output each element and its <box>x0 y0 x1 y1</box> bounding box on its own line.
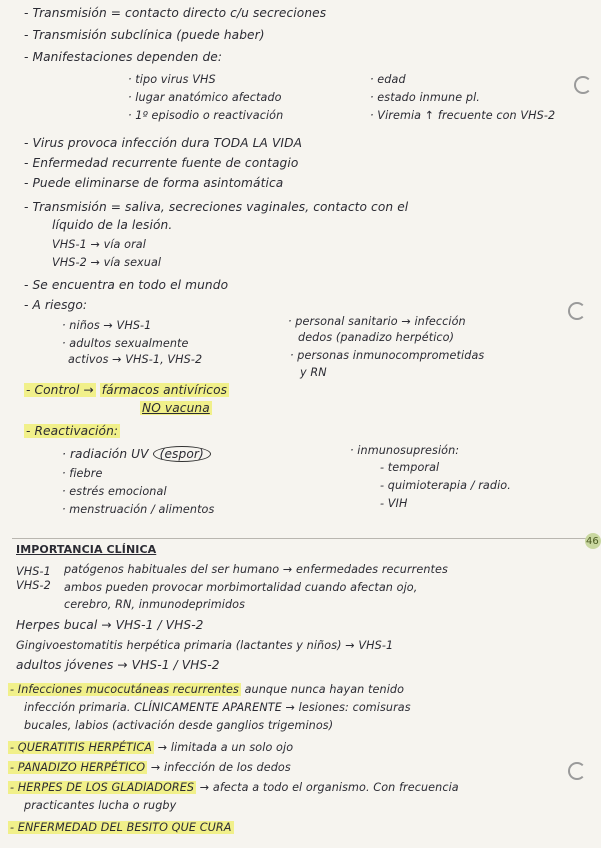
circled-note: (espor) <box>153 446 211 462</box>
note-line: líquido de la lesión. <box>52 218 173 232</box>
note-line: activos → VHS-1, VHS-2 <box>68 353 203 366</box>
note-line: VHS-2 <box>16 579 51 592</box>
note-line: · estrés emocional <box>62 485 167 498</box>
note-line: VHS-2 → vía sexual <box>52 256 162 269</box>
highlight: NO vacuna <box>142 401 210 415</box>
note-line <box>140 401 212 416</box>
note-line: dedos (panadizo herpético) <box>298 331 455 344</box>
note-line: - VIH <box>380 497 408 510</box>
note-line <box>24 424 120 439</box>
note-line: infección primaria. CLÍNICAMENTE APARENTE → lesiones: comisuras <box>24 701 411 714</box>
section-divider <box>12 538 587 539</box>
note-line: - Puede eliminarse de forma asintomática <box>24 176 284 190</box>
note-line: · fiebre <box>62 467 103 480</box>
note-line: · tipo virus VHS <box>128 73 216 86</box>
section-title: IMPORTANCIA CLÍNICA <box>16 543 157 556</box>
note-line: patógenos habituales del ser humano → enfermedades recurrentes <box>64 563 448 576</box>
note-line: · niños → VHS-1 <box>62 319 152 332</box>
note-line: · adultos sexualmente <box>62 337 189 350</box>
note-line: · inmunosupresión: <box>350 444 460 457</box>
note-line <box>62 447 211 462</box>
note-line <box>8 780 459 795</box>
note-line: - Virus provoca infección dura TODA LA VIDA <box>24 136 303 150</box>
note-line: · personas inmunocomprometidas <box>290 349 485 362</box>
note-line: · estado inmune pl. <box>370 91 480 104</box>
note-line: - Manifestaciones dependen de: <box>24 50 223 64</box>
highlight: - ENFERMEDAD DEL BESITO QUE CURA <box>10 821 232 834</box>
highlight: - Reactivación: <box>26 424 119 438</box>
note-line: Herpes bucal → VHS-1 / VHS-2 <box>16 618 204 632</box>
note-text: → afecta a todo el organismo. Con frecuencia <box>199 781 459 794</box>
note-text: · radiación UV <box>62 447 149 461</box>
note-line: - Transmisión subclínica (puede haber) <box>24 28 265 42</box>
note-line: cerebro, RN, inmunodeprimidos <box>64 598 246 611</box>
note-line: y RN <box>300 366 327 379</box>
highlight: - QUERATITIS HERPÉTICA <box>10 741 153 754</box>
note-line: · 1º episodio o reactivación <box>128 109 284 122</box>
binder-hole <box>574 76 592 94</box>
note-line: · edad <box>370 73 406 86</box>
note-line: - A riesgo: <box>24 298 88 312</box>
note-line <box>8 820 234 835</box>
note-line: - Transmisión = saliva, secreciones vaginales, contacto con el <box>24 200 409 214</box>
note-line <box>8 740 293 755</box>
note-line: - Transmisión = contacto directo c/u secreciones <box>24 6 327 20</box>
note-line: VHS-1 → vía oral <box>52 238 146 251</box>
note-line: Gingivoestomatitis herpética primaria (lactantes y niños) → VHS-1 <box>16 639 394 652</box>
highlight: - HERPES DE LOS GLADIADORES <box>10 781 195 794</box>
note-line: · menstruación / alimentos <box>62 503 215 516</box>
highlight: - PANADIZO HERPÉTICO <box>10 761 146 774</box>
note-line: · lugar anatómico afectado <box>128 91 282 104</box>
note-line: · personal sanitario → infección <box>288 315 466 328</box>
note-line: - Se encuentra en todo el mundo <box>24 278 229 292</box>
note-line <box>8 682 404 697</box>
note-line: VHS-1 <box>16 565 51 578</box>
note-line: adultos jóvenes → VHS-1 / VHS-2 <box>16 658 220 672</box>
note-line: · Viremia ↑ frecuente con VHS-2 <box>370 109 556 122</box>
page-tab-number: 46 <box>586 536 599 547</box>
note-line: - temporal <box>380 461 440 474</box>
note-line: - Enfermedad recurrente fuente de contagio <box>24 156 299 170</box>
note-line: bucales, labios (activación desde ganglios trigeminos) <box>24 719 334 732</box>
note-line <box>8 760 291 775</box>
note-line: ambos pueden provocar morbimortalidad cuando afectan ojo, <box>64 581 418 594</box>
binder-hole <box>568 302 586 320</box>
note-line: practicantes lucha o rugby <box>24 799 177 812</box>
highlight: - Infecciones mucocutáneas recurrentes <box>10 683 239 696</box>
highlight: - Control → <box>26 383 94 397</box>
binder-hole <box>568 762 586 780</box>
note-text: → infección de los dedos <box>150 761 291 774</box>
note-line: - quimioterapia / radio. <box>380 479 511 492</box>
highlight: fármacos antivíricos <box>101 383 228 397</box>
note-line <box>24 383 229 398</box>
note-text: → limitada a un solo ojo <box>157 741 294 754</box>
note-text: aunque nunca hayan tenido <box>244 683 405 696</box>
